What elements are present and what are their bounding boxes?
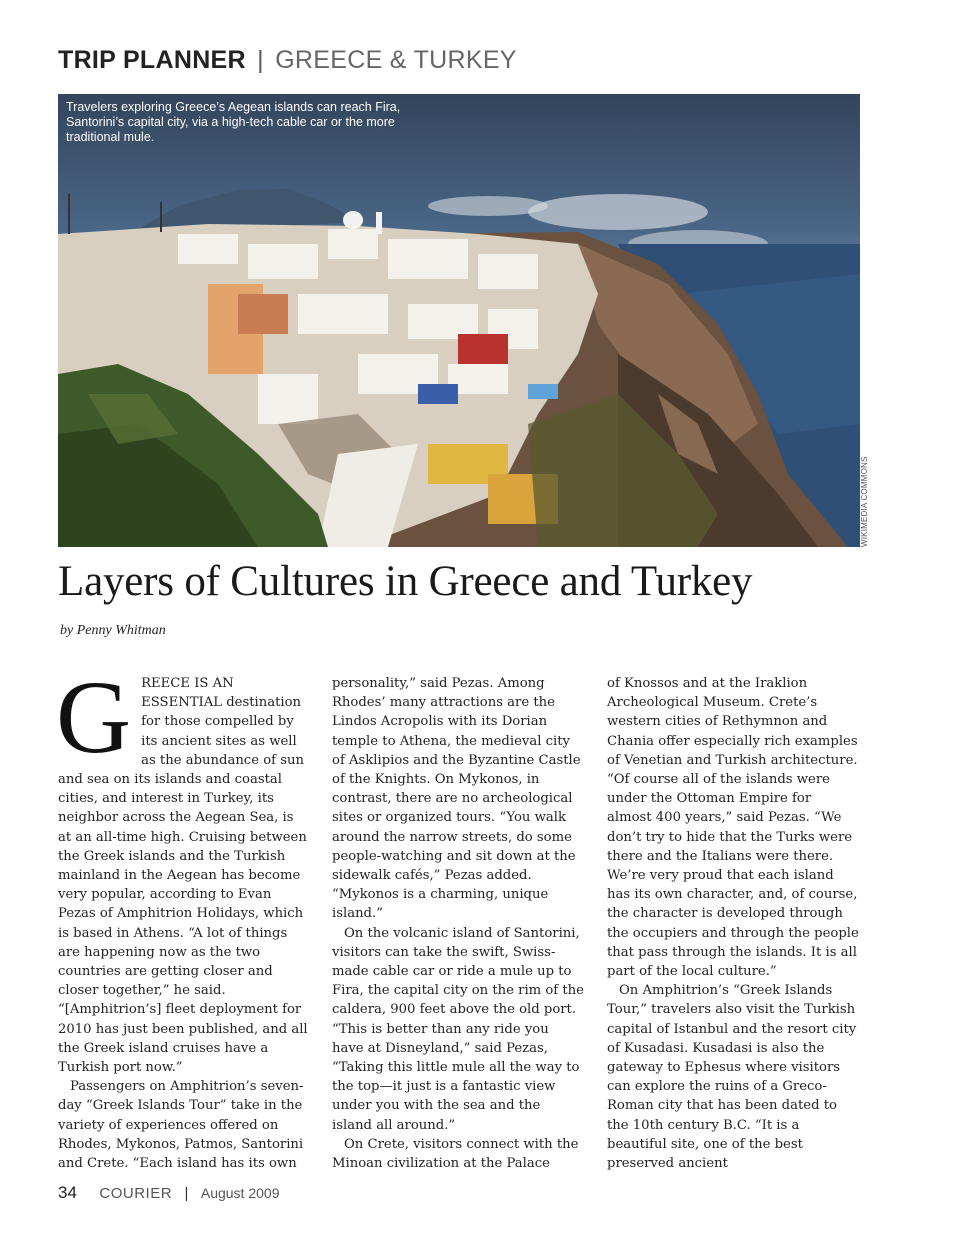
paragraph: of Knossos and at the Iraklion Archeological Museum. Crete’s western cities of Rethymnon and Chania offer especially rich examples of Venetian and Turkish architecture. “Of course all of the islands were under the Ottoman Empire for almost 400 years,” said Pezas. “We don’t try to hide that the Turks were there and the Italians were there. We’re very proud that each island has its own character, and, of course, the character is developed through the occupiers and through the people that pass through the islands. It is all part of the local culture.”: [607, 676, 859, 980]
article-byline: by Penny Whitman: [60, 623, 166, 638]
paragraph: On Amphitrion’s “Greek Islands Tour,” travelers also visit the Turkish capital of Istanbul and the resort city of Kusadasi. Kusadasi is also the gateway to Ephesus where visitors can explore the ruins of a Greco-Roman city that has been dated to the 10th century B.C. “It is a beautiful site, one of the best preserved ancient: [607, 983, 857, 1172]
drop-cap: G: [56, 660, 132, 775]
article-column-2: [332, 674, 584, 1173]
paragraph: personality,” said Pezas. Among Rhodes’ many attractions are the Lindos Acropolis with its Dorian temple to Athena, the medieval city of Asklipios and the Byzantine Castle of the Knights. On Mykonos, in contrast, there are no archeological sites or organized tours. “You walk around the narrow streets, do some people-watching and sit down at the sidewalk cafés,” Pezas added. “Mykonos is a charming, unique island.”: [332, 676, 581, 922]
paragraph: On Crete, visitors connect with the Minoan civilization at the Palace: [332, 1136, 579, 1172]
fira-cliff-illustration: [58, 94, 860, 547]
section-header: [58, 46, 517, 75]
paragraph: Passengers on Amphitrion’s seven-day “Greek Islands Tour” take in the variety of experiences offered on Rhodes, Mykonos, Patmos, Santorini and Crete. “Each island has its own: [58, 1079, 304, 1172]
paragraph: [56, 660, 310, 1077]
paragraph-text: REECE IS AN ESSENTIAL destination for those compelled by its ancient sites as well as the abundance of sun and sea on its islands and coastal cities, and interest in Turkey, its neighbor across the Aegean Sea, is at an all-time high. Cruising between the Greek islands and the Turkish mainland in the Aegean has become very popular, according to Evan Pezas of Amphitrion Holidays, which is based in Athens. “A lot of things are happening now as the two countries are getting closer and closer together,” he said. “[Amphitrion’s] fleet deployment for 2010 has just been published, and all the Greek island cruises have a Turkish port now.”: [58, 676, 308, 1076]
section-title: TRIP PLANNER: [58, 46, 246, 74]
article-title: Layers of Cultures in Greece and Turkey: [58, 558, 753, 605]
issue-date: August 2009: [200, 1185, 280, 1201]
page-footer: [58, 1183, 279, 1203]
santorini-photo: [58, 94, 860, 547]
publication-name: COURIER: [99, 1185, 173, 1202]
article-column-1: [56, 660, 310, 1173]
photo-credit: WIKIMEDIA COMMONS: [860, 456, 869, 547]
header-separator: |: [257, 46, 264, 74]
page-number: 34: [58, 1183, 77, 1202]
article-column-3: [607, 674, 859, 1173]
paragraph: On the volcanic island of Santorini, visitors can take the swift, Swiss-made cable car or ride a mule up to Fira, the capital city on the rim of the caldera, 900 feet above the old port. “This is better than any ride you have at Disneyland,” said Pezas, “Taking this little mule all the way to the top—it just is a fantastic view under you with the sea and the island all around.”: [332, 925, 584, 1133]
footer-separator: |: [184, 1185, 189, 1202]
section-subtitle: GREECE & TURKEY: [275, 46, 517, 74]
photo-caption: Travelers exploring Greece’s Aegean islands can reach Fira, Santorini’s capital city, via a high-tech cable car or the more traditional mule.: [66, 100, 401, 144]
